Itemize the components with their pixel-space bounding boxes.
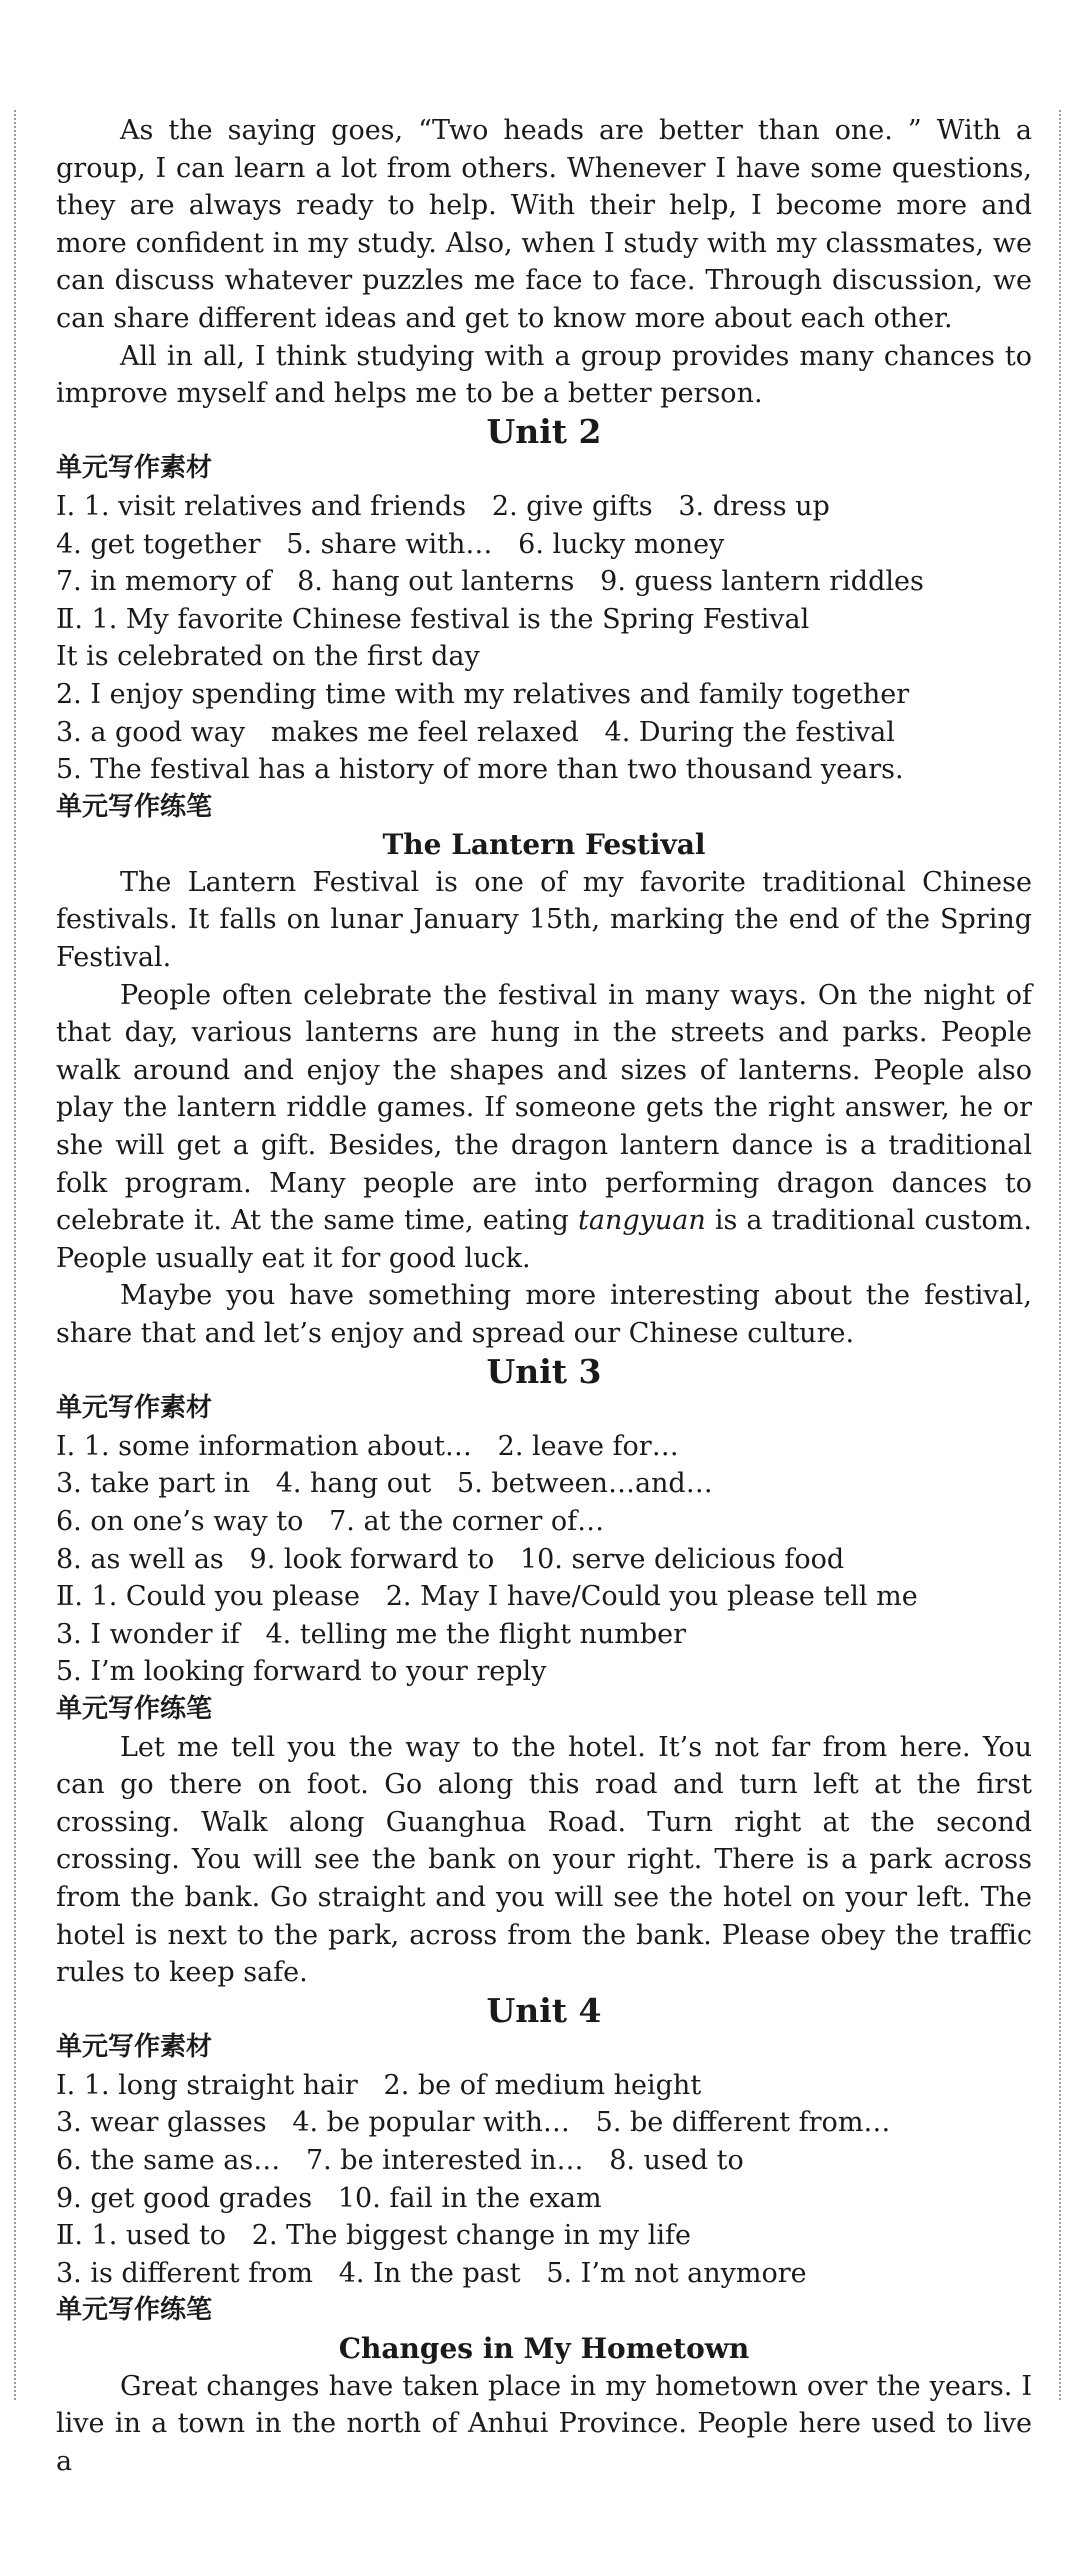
material-line: Ⅰ. 1. long straight hair 2. be of medium height [56,2069,702,2101]
material-line: 3. a good way makes me feel relaxed 4. During the festival [56,716,895,748]
unit-heading: Unit 3 [486,1351,602,1391]
material-line: Ⅰ. 1. visit relatives and friends 2. give gifts 3. dress up [56,490,830,522]
essay-title: The Lantern Festival [382,828,706,862]
material-line: 8. as well as 9. look forward to 10. serve delicious food [56,1543,845,1575]
unit-3-section [56,1353,1032,1992]
practice-label: 单元写作练笔 [56,791,213,822]
material-line: Ⅱ. 1. Could you please 2. May I have/Could you please tell me [56,1581,918,1613]
material-line: 5. The festival has a history of more than two thousand years. [56,754,904,786]
material-line: 2. I enjoy spending time with my relatives and family together [56,678,910,710]
right-dotted-border [1059,110,1061,2400]
material-line: Ⅰ. 1. some information about… 2. leave for… [56,1430,679,1462]
essay-text: People often celebrate the festival in many ways. On the night of that day, various lanterns are hung in the streets and parks. People walk around and enjoy the shapes and sizes of lanterns. People also play the lantern riddle games. If someone gets the right answer, he or she will get a gift. Besides, the dragon lantern dance is a traditional folk program. Many people are into performing dragon dances to celebrate it. At the same time, eating [56,979,1032,1237]
material-line: 3. take part in 4. hang out 5. between…and… [56,1468,713,1500]
page-content [56,112,1032,2480]
material-label: 单元写作素材 [56,2032,213,2063]
material-line: 3. wear glasses 4. be popular with… 5. be different from… [56,2107,891,2139]
essay-paragraph-3: Maybe you have something more interesting about the festival, share that and let’s enjoy and spread our Chinese culture. [56,1280,1032,1349]
material-label: 单元写作素材 [56,1393,213,1424]
material-list [56,2067,1032,2293]
material-list [56,1428,1032,1691]
essay-paragraph-2 [56,977,1032,1278]
essay-title: Changes in My Hometown [338,2332,750,2366]
essay-text: is a traditional custom. People usually eat it for good luck. [56,1205,1032,1274]
material-line: 3. I wonder if 4. telling me the flight number [56,1618,687,1650]
material-line: 9. get good grades 10. fail in the exam [56,2182,602,2214]
unit-2-section [56,413,1032,1353]
essay-paragraph-1: Let me tell you the way to the hotel. It’s not far from here. You can go there on foot. Go along this road and turn left at the first crossing. Walk along Guanghua Road. Turn right at the second crossing. You will see the bank on your right. There is a park across from the bank. Go straight and you will see the hotel on your left. The hotel is next to the park, across from the bank. Please obey the traffic rules to keep safe. [56,1731,1032,1989]
material-line: 3. is different from 4. In the past 5. I’m not anymore [56,2257,807,2289]
left-dotted-border [14,110,16,2400]
material-line: 5. I’m looking forward to your reply [56,1656,547,1688]
essay-paragraph-1: The Lantern Festival is one of my favorite traditional Chinese festivals. It falls on lunar January 15th, marking the end of the Spring Festival. [56,866,1032,974]
unit-heading: Unit 2 [486,411,602,451]
material-line: Ⅱ. 1. used to 2. The biggest change in my life [56,2220,691,2252]
intro-paragraph-2: All in all, I think studying with a group provides many chances to improve myself and helps me to be a better person. [56,340,1032,410]
essay-italic-term: tangyuan [578,1205,706,1237]
material-line: 7. in memory of 8. hang out lanterns 9. guess lantern riddles [56,566,924,598]
material-line: 6. on one’s way to 7. at the corner of… [56,1505,605,1537]
unit-4-section [56,1992,1032,2481]
practice-label: 单元写作练笔 [56,1693,213,1724]
material-line: 6. the same as… 7. be interested in… 8. used to [56,2145,744,2177]
material-line: 4. get together 5. share with… 6. lucky money [56,528,725,560]
unit-heading: Unit 4 [486,1990,602,2030]
intro-paragraph-1: As the saying goes, “Two heads are better than one. ” With a group, I can learn a lot from others. Whenever I have some questions, they are always ready to help. With their help, I become more and more confident in my study. Also, when I study with my classmates, we can discuss whatever puzzles me face to face. Through discussion, we can share different ideas and get to know more about each other. [56,115,1032,334]
material-line: It is celebrated on the first day [56,641,480,673]
material-label: 单元写作素材 [56,453,213,484]
essay-paragraph-1: Great changes have taken place in my hometown over the years. I live in a town in the north of Anhui Province. People here used to live a [56,2370,1032,2477]
practice-label: 单元写作练笔 [56,2295,213,2326]
material-line: Ⅱ. 1. My favorite Chinese festival is the Spring Festival [56,603,810,635]
material-list [56,488,1032,789]
